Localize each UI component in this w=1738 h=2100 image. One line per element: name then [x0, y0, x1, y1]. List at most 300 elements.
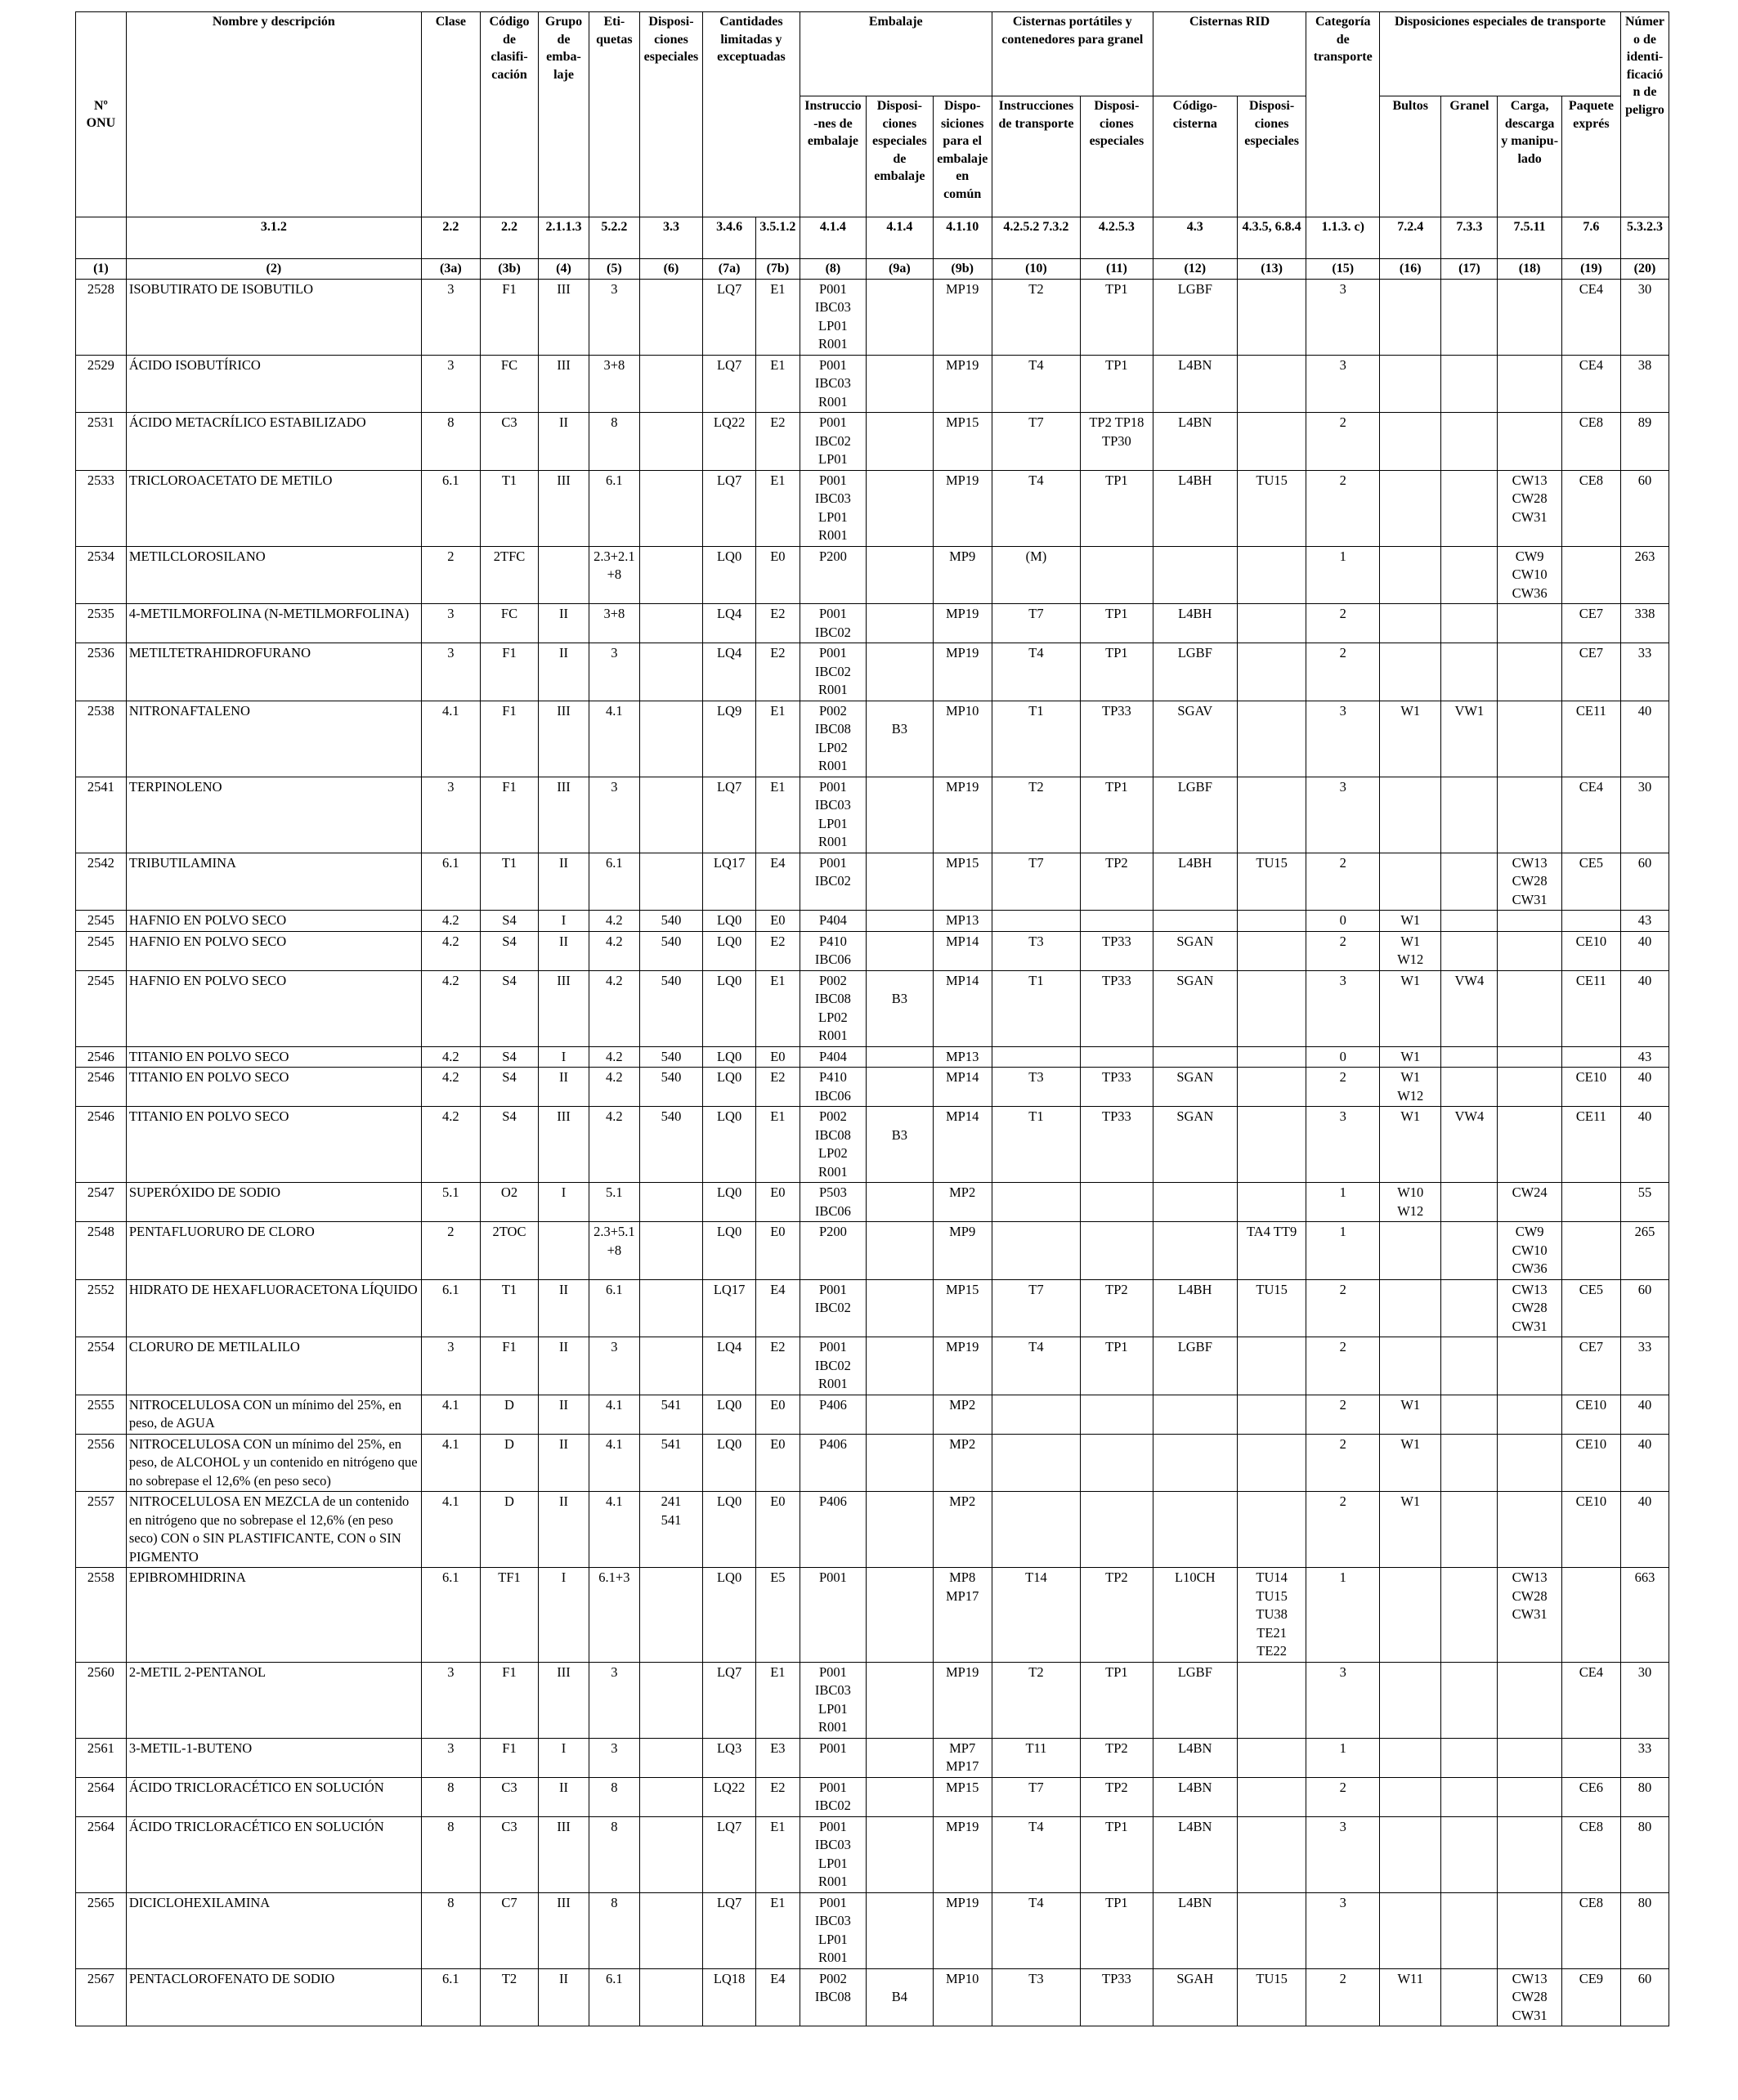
- cell-emb-instr: P002 IBC08 LP02 R001: [800, 970, 866, 1046]
- cell-emb-comun: MP2: [933, 1395, 992, 1434]
- cell-disp-esp: [639, 1816, 702, 1892]
- cell-grupo: II: [539, 1434, 589, 1492]
- column-number: (13): [1237, 259, 1306, 280]
- cell-cp-instr: T7: [992, 413, 1080, 471]
- cell-cant-limitadas: LQ0: [703, 1568, 756, 1663]
- cell-cant-limitadas: LQ0: [703, 1395, 756, 1434]
- cell-emb-disp: [867, 279, 933, 355]
- cell-onu: 2538: [76, 701, 127, 777]
- cell-rid-codigo: SGAN: [1153, 1068, 1237, 1107]
- cell-emb-instr: P002 IBC08 LP02 R001: [800, 1107, 866, 1183]
- cell-carga: [1498, 701, 1561, 777]
- cell-rid-codigo: [1153, 546, 1237, 604]
- cell-cp-disp: [1081, 1183, 1153, 1222]
- table-row: [76, 1279, 1669, 1337]
- cell-emb-comun: MP19: [933, 1892, 992, 1968]
- cell-cp-disp: [1081, 1434, 1153, 1492]
- cell-rid-disp: TU15: [1237, 1279, 1306, 1337]
- cell-emb-instr: P404: [800, 1046, 866, 1068]
- cell-rid-codigo: [1153, 1395, 1237, 1434]
- cell-bultos: [1380, 355, 1441, 413]
- cell-cant-limitadas: LQ7: [703, 470, 756, 546]
- cell-cant-exceptuadas: E0: [756, 1492, 800, 1568]
- section-ref: 4.1.4: [867, 217, 933, 259]
- column-number: (5): [589, 259, 639, 280]
- cell-cp-instr: T4: [992, 470, 1080, 546]
- section-ref: 5.3.2.3: [1620, 217, 1669, 259]
- cell-rid-codigo: L4BH: [1153, 604, 1237, 643]
- cell-codigo: F1: [480, 279, 538, 355]
- cell-disp-esp: [639, 1777, 702, 1816]
- cell-rid-disp: [1237, 970, 1306, 1046]
- cell-num-peligro: 55: [1620, 1183, 1669, 1222]
- column-number: (7a): [703, 259, 756, 280]
- col-header-num-peligro: Número de identi-ficación de peligro: [1620, 12, 1669, 217]
- cell-cant-exceptuadas: E2: [756, 643, 800, 701]
- cell-emb-instr: P503 IBC06: [800, 1183, 866, 1222]
- cell-clase: 4.1: [421, 1492, 480, 1568]
- cell-granel: [1441, 1279, 1498, 1337]
- cell-cant-exceptuadas: E1: [756, 1107, 800, 1183]
- cell-emb-disp: [867, 1279, 933, 1337]
- cell-cp-disp: TP2: [1081, 1777, 1153, 1816]
- col-header-disp-esp: Disposi-ciones especiales: [639, 12, 702, 217]
- cell-cp-instr: T4: [992, 1337, 1080, 1395]
- cell-granel: [1441, 1492, 1498, 1568]
- cell-rid-disp: [1237, 355, 1306, 413]
- cell-categoria: 1: [1306, 1222, 1380, 1280]
- cell-grupo: III: [539, 970, 589, 1046]
- cell-granel: [1441, 853, 1498, 911]
- cell-carga: [1498, 413, 1561, 471]
- cell-onu: 2564: [76, 1777, 127, 1816]
- cell-rid-disp: TA4 TT9: [1237, 1222, 1306, 1280]
- cell-codigo: C3: [480, 413, 538, 471]
- cell-emb-disp: [867, 1777, 933, 1816]
- cell-nombre: TRICLOROACETATO DE METILO: [126, 470, 421, 546]
- cell-cp-disp: [1081, 546, 1153, 604]
- cell-cp-instr: T4: [992, 1816, 1080, 1892]
- cell-rid-disp: [1237, 911, 1306, 932]
- cell-rid-disp: [1237, 701, 1306, 777]
- cell-num-peligro: 60: [1620, 1968, 1669, 2026]
- cell-codigo: S4: [480, 931, 538, 970]
- table-row: [76, 355, 1669, 413]
- cell-etiquetas: 3: [589, 1337, 639, 1395]
- cell-cant-limitadas: LQ7: [703, 279, 756, 355]
- column-number: (2): [126, 259, 421, 280]
- cell-nombre: HAFNIO EN POLVO SECO: [126, 931, 421, 970]
- cell-emb-instr: P002 IBC08 LP02 R001: [800, 701, 866, 777]
- cell-cp-instr: T4: [992, 643, 1080, 701]
- cell-rid-codigo: LGBF: [1153, 1337, 1237, 1395]
- cell-categoria: 3: [1306, 1107, 1380, 1183]
- cell-carga: [1498, 1816, 1561, 1892]
- cell-grupo: I: [539, 1046, 589, 1068]
- cell-disp-esp: [639, 643, 702, 701]
- cell-emb-instr: P001 IBC03 LP01 R001: [800, 470, 866, 546]
- cell-bultos: [1380, 1892, 1441, 1968]
- cell-emb-disp: [867, 1337, 933, 1395]
- table-row: [76, 701, 1669, 777]
- column-number: (6): [639, 259, 702, 280]
- cell-cant-exceptuadas: E1: [756, 355, 800, 413]
- column-number: (7b): [756, 259, 800, 280]
- cell-categoria: 0: [1306, 1046, 1380, 1068]
- cell-categoria: 2: [1306, 1777, 1380, 1816]
- cell-num-peligro: 30: [1620, 1662, 1669, 1738]
- cell-onu: 2552: [76, 1279, 127, 1337]
- cell-cant-limitadas: LQ0: [703, 970, 756, 1046]
- cell-nombre: TERPINOLENO: [126, 777, 421, 853]
- cell-cp-disp: [1081, 1046, 1153, 1068]
- cell-carga: [1498, 931, 1561, 970]
- cell-grupo: III: [539, 1662, 589, 1738]
- cell-etiquetas: 8: [589, 413, 639, 471]
- cell-categoria: 1: [1306, 1568, 1380, 1663]
- cell-emb-instr: P001 IBC03 LP01 R001: [800, 777, 866, 853]
- cell-emb-instr: P001 IBC03 LP01 R001: [800, 1816, 866, 1892]
- cell-onu: 2531: [76, 413, 127, 471]
- cell-granel: [1441, 1968, 1498, 2026]
- cell-granel: [1441, 1183, 1498, 1222]
- cell-cant-limitadas: LQ4: [703, 643, 756, 701]
- cell-clase: 4.2: [421, 1046, 480, 1068]
- cell-emb-comun: MP15: [933, 413, 992, 471]
- cell-emb-comun: MP19: [933, 1816, 992, 1892]
- cell-rid-disp: [1237, 413, 1306, 471]
- cell-carga: CW13 CW28 CW31: [1498, 853, 1561, 911]
- cell-granel: [1441, 546, 1498, 604]
- cell-etiquetas: 3+8: [589, 355, 639, 413]
- cell-num-peligro: 263: [1620, 546, 1669, 604]
- cell-emb-comun: MP10: [933, 1968, 992, 2026]
- col-header-onu: Nº ONU: [76, 12, 127, 217]
- cell-granel: [1441, 1738, 1498, 1777]
- table-row: [76, 643, 1669, 701]
- cell-rid-disp: [1237, 777, 1306, 853]
- cell-num-peligro: 265: [1620, 1222, 1669, 1280]
- cell-granel: [1441, 1046, 1498, 1068]
- col-header-rid-codigo: Código-cisterna: [1153, 96, 1237, 217]
- cell-carga: CW13 CW28 CW31: [1498, 1279, 1561, 1337]
- cell-nombre: METILCLOROSILANO: [126, 546, 421, 604]
- cell-categoria: 2: [1306, 1434, 1380, 1492]
- cell-etiquetas: 2.3+2.1 +8: [589, 546, 639, 604]
- cell-categoria: 2: [1306, 1968, 1380, 2026]
- cell-emb-disp: [867, 413, 933, 471]
- cell-categoria: 3: [1306, 1816, 1380, 1892]
- table-row: [76, 604, 1669, 643]
- cell-cp-instr: T3: [992, 1968, 1080, 2026]
- cell-rid-disp: [1237, 1434, 1306, 1492]
- cell-paquete: CE10: [1561, 931, 1620, 970]
- cell-grupo: III: [539, 1107, 589, 1183]
- cell-codigo: T1: [480, 1279, 538, 1337]
- cell-codigo: 2TFC: [480, 546, 538, 604]
- cell-granel: [1441, 1068, 1498, 1107]
- cell-num-peligro: 30: [1620, 777, 1669, 853]
- cell-bultos: [1380, 604, 1441, 643]
- cell-num-peligro: 40: [1620, 701, 1669, 777]
- cell-emb-comun: MP19: [933, 1662, 992, 1738]
- cell-granel: [1441, 1395, 1498, 1434]
- cell-nombre: 3-METIL-1-BUTENO: [126, 1738, 421, 1777]
- cell-grupo: III: [539, 777, 589, 853]
- cell-etiquetas: 3: [589, 1738, 639, 1777]
- cell-granel: [1441, 643, 1498, 701]
- cell-emb-comun: MP14: [933, 1107, 992, 1183]
- cell-cp-disp: TP33: [1081, 701, 1153, 777]
- col-header-cisternas-rid: Cisternas RID: [1153, 12, 1306, 96]
- cell-paquete: CE4: [1561, 355, 1620, 413]
- cell-categoria: 2: [1306, 470, 1380, 546]
- cell-emb-instr: P001 IBC02: [800, 853, 866, 911]
- cell-categoria: 2: [1306, 643, 1380, 701]
- cell-bultos: [1380, 1738, 1441, 1777]
- cell-bultos: W1: [1380, 1434, 1441, 1492]
- cell-emb-instr: P001 IBC03 LP01 R001: [800, 1892, 866, 1968]
- cell-disp-esp: [639, 1279, 702, 1337]
- cell-carga: [1498, 911, 1561, 932]
- cell-cant-limitadas: LQ7: [703, 355, 756, 413]
- cell-cant-exceptuadas: E1: [756, 777, 800, 853]
- cell-cp-instr: T7: [992, 1777, 1080, 1816]
- cell-cant-exceptuadas: E4: [756, 1968, 800, 2026]
- cell-codigo: S4: [480, 1068, 538, 1107]
- cell-etiquetas: 3+8: [589, 604, 639, 643]
- section-ref: 4.2.5.2 7.3.2: [992, 217, 1080, 259]
- cell-num-peligro: 80: [1620, 1777, 1669, 1816]
- col-header-etiquetas: Eti-quetas: [589, 12, 639, 217]
- cell-carga: [1498, 643, 1561, 701]
- cell-granel: [1441, 1777, 1498, 1816]
- cell-codigo: C3: [480, 1816, 538, 1892]
- cell-cp-instr: T1: [992, 970, 1080, 1046]
- cell-emb-disp: [867, 777, 933, 853]
- cell-onu: 2557: [76, 1492, 127, 1568]
- cell-cp-disp: TP2: [1081, 1738, 1153, 1777]
- dangerous-goods-table: [75, 11, 1669, 2026]
- cell-onu: 2561: [76, 1738, 127, 1777]
- cell-emb-disp: B3: [867, 701, 933, 777]
- cell-disp-esp: [639, 777, 702, 853]
- cell-codigo: T1: [480, 853, 538, 911]
- column-number: (17): [1441, 259, 1498, 280]
- cell-nombre: 4-METILMORFOLINA (N-METILMORFOLINA): [126, 604, 421, 643]
- cell-rid-codigo: L10CH: [1153, 1568, 1237, 1663]
- table-row: [76, 1434, 1669, 1492]
- column-number: (3b): [480, 259, 538, 280]
- cell-num-peligro: 33: [1620, 643, 1669, 701]
- cell-granel: [1441, 777, 1498, 853]
- cell-clase: 3: [421, 777, 480, 853]
- cell-onu: 2545: [76, 911, 127, 932]
- cell-granel: VW1: [1441, 701, 1498, 777]
- cell-cp-instr: T1: [992, 701, 1080, 777]
- cell-num-peligro: 38: [1620, 355, 1669, 413]
- cell-onu: 2533: [76, 470, 127, 546]
- cell-cp-disp: TP2 TP18 TP30: [1081, 413, 1153, 471]
- section-ref: 7.2.4: [1380, 217, 1441, 259]
- cell-rid-codigo: [1153, 911, 1237, 932]
- cell-rid-disp: [1237, 1395, 1306, 1434]
- cell-codigo: S4: [480, 1046, 538, 1068]
- cell-emb-instr: P002 IBC08: [800, 1968, 866, 2026]
- cell-nombre: ISOBUTIRATO DE ISOBUTILO: [126, 279, 421, 355]
- cell-codigo: F1: [480, 701, 538, 777]
- cell-cp-instr: [992, 1434, 1080, 1492]
- cell-paquete: CE4: [1561, 279, 1620, 355]
- cell-rid-codigo: [1153, 1046, 1237, 1068]
- table-row: [76, 470, 1669, 546]
- cell-emb-comun: MP2: [933, 1183, 992, 1222]
- cell-bultos: [1380, 643, 1441, 701]
- cell-cant-limitadas: LQ17: [703, 1279, 756, 1337]
- table-header: [76, 12, 1669, 280]
- cell-cp-disp: TP33: [1081, 1107, 1153, 1183]
- cell-clase: 3: [421, 1662, 480, 1738]
- cell-bultos: [1380, 470, 1441, 546]
- cell-cant-limitadas: LQ9: [703, 701, 756, 777]
- cell-paquete: CE7: [1561, 643, 1620, 701]
- cell-emb-comun: MP8 MP17: [933, 1568, 992, 1663]
- section-ref: 4.2.5.3: [1081, 217, 1153, 259]
- cell-rid-disp: [1237, 1492, 1306, 1568]
- cell-emb-disp: B3: [867, 1107, 933, 1183]
- cell-codigo: TF1: [480, 1568, 538, 1663]
- cell-paquete: [1561, 1183, 1620, 1222]
- cell-nombre: SUPERÓXIDO DE SODIO: [126, 1183, 421, 1222]
- cell-cp-instr: T4: [992, 1892, 1080, 1968]
- cell-emb-comun: MP15: [933, 1777, 992, 1816]
- column-number: (19): [1561, 259, 1620, 280]
- cell-emb-instr: P001 IBC03 LP01 R001: [800, 1662, 866, 1738]
- col-header-disp-transporte: Disposiciones especiales de transporte: [1380, 12, 1621, 96]
- cell-rid-codigo: SGAN: [1153, 1107, 1237, 1183]
- cell-cant-limitadas: LQ22: [703, 413, 756, 471]
- cell-rid-disp: [1237, 1662, 1306, 1738]
- cell-cant-exceptuadas: E2: [756, 413, 800, 471]
- cell-bultos: W1: [1380, 1395, 1441, 1434]
- cell-clase: 4.1: [421, 701, 480, 777]
- col-header-categoria: Categoría de transporte: [1306, 12, 1380, 217]
- cell-emb-disp: B3: [867, 970, 933, 1046]
- cell-grupo: III: [539, 1816, 589, 1892]
- cell-num-peligro: 40: [1620, 1395, 1669, 1434]
- cell-carga: [1498, 1107, 1561, 1183]
- cell-paquete: CE11: [1561, 701, 1620, 777]
- table-row: [76, 911, 1669, 932]
- cell-onu: 2555: [76, 1395, 127, 1434]
- cell-rid-disp: [1237, 604, 1306, 643]
- cell-nombre: ÁCIDO TRICLORACÉTICO EN SOLUCIÓN: [126, 1777, 421, 1816]
- cell-cant-exceptuadas: E2: [756, 931, 800, 970]
- cell-emb-comun: MP19: [933, 279, 992, 355]
- cell-etiquetas: 4.2: [589, 931, 639, 970]
- cell-rid-codigo: [1153, 1492, 1237, 1568]
- cell-granel: [1441, 279, 1498, 355]
- cell-bultos: [1380, 1816, 1441, 1892]
- cell-granel: [1441, 355, 1498, 413]
- cell-cant-limitadas: LQ7: [703, 1662, 756, 1738]
- cell-grupo: II: [539, 1968, 589, 2026]
- cell-cant-exceptuadas: E2: [756, 1777, 800, 1816]
- cell-grupo: II: [539, 604, 589, 643]
- cell-grupo: II: [539, 853, 589, 911]
- cell-nombre: NITROCELULOSA CON un mínimo del 25%, en peso, de ALCOHOL y un contenido en nitrógeno que no sobrepase el 12,6% (en peso seco): [126, 1434, 421, 1492]
- col-header-cisternas-portatiles: Cisternas portátiles y contenedores para granel: [992, 12, 1153, 96]
- cell-carga: CW13 CW28 CW31: [1498, 1568, 1561, 1663]
- cell-num-peligro: 60: [1620, 1279, 1669, 1337]
- cell-emb-comun: MP14: [933, 931, 992, 970]
- cell-emb-instr: P406: [800, 1492, 866, 1568]
- table-row: [76, 1816, 1669, 1892]
- cell-grupo: II: [539, 1777, 589, 1816]
- cell-emb-comun: MP9: [933, 546, 992, 604]
- cell-rid-disp: [1237, 1183, 1306, 1222]
- cell-nombre: METILTETRAHIDROFURANO: [126, 643, 421, 701]
- cell-onu: 2567: [76, 1968, 127, 2026]
- cell-categoria: 3: [1306, 1892, 1380, 1968]
- cell-cp-disp: [1081, 911, 1153, 932]
- cell-grupo: III: [539, 355, 589, 413]
- cell-emb-comun: MP19: [933, 643, 992, 701]
- cell-emb-comun: MP19: [933, 777, 992, 853]
- table-row: [76, 413, 1669, 471]
- column-number: (9b): [933, 259, 992, 280]
- cell-cant-limitadas: LQ0: [703, 1183, 756, 1222]
- cell-codigo: O2: [480, 1183, 538, 1222]
- cell-cp-disp: TP1: [1081, 1892, 1153, 1968]
- cell-cp-disp: TP33: [1081, 970, 1153, 1046]
- cell-paquete: CE5: [1561, 1279, 1620, 1337]
- cell-onu: 2535: [76, 604, 127, 643]
- cell-carga: [1498, 1738, 1561, 1777]
- col-header-cantidades: Cantidades limitadas y exceptuadas: [703, 12, 800, 217]
- cell-emb-comun: MP19: [933, 1337, 992, 1395]
- cell-onu: 2546: [76, 1107, 127, 1183]
- cell-bultos: W10 W12: [1380, 1183, 1441, 1222]
- cell-carga: [1498, 1395, 1561, 1434]
- col-header-emb-instr: Instruccio-nes de embalaje: [800, 96, 866, 217]
- cell-clase: 5.1: [421, 1183, 480, 1222]
- cell-num-peligro: 80: [1620, 1892, 1669, 1968]
- column-number: (11): [1081, 259, 1153, 280]
- cell-paquete: CE10: [1561, 1492, 1620, 1568]
- cell-disp-esp: [639, 1892, 702, 1968]
- cell-rid-codigo: SGAH: [1153, 1968, 1237, 2026]
- cell-cp-disp: TP1: [1081, 643, 1153, 701]
- cell-onu: 2529: [76, 355, 127, 413]
- col-header-paquete: Paquete exprés: [1561, 96, 1620, 217]
- cell-emb-disp: [867, 1046, 933, 1068]
- cell-cp-instr: [992, 1222, 1080, 1280]
- cell-granel: [1441, 413, 1498, 471]
- cell-disp-esp: [639, 604, 702, 643]
- cell-nombre: NITRONAFTALENO: [126, 701, 421, 777]
- section-ref-row: [76, 217, 1669, 259]
- cell-bultos: [1380, 1279, 1441, 1337]
- cell-clase: 3: [421, 355, 480, 413]
- cell-emb-instr: P200: [800, 1222, 866, 1280]
- cell-emb-instr: P001 IBC03 R001: [800, 355, 866, 413]
- cell-cp-disp: [1081, 1492, 1153, 1568]
- cell-codigo: F1: [480, 1738, 538, 1777]
- cell-clase: 8: [421, 1892, 480, 1968]
- cell-grupo: I: [539, 911, 589, 932]
- cell-rid-codigo: SGAV: [1153, 701, 1237, 777]
